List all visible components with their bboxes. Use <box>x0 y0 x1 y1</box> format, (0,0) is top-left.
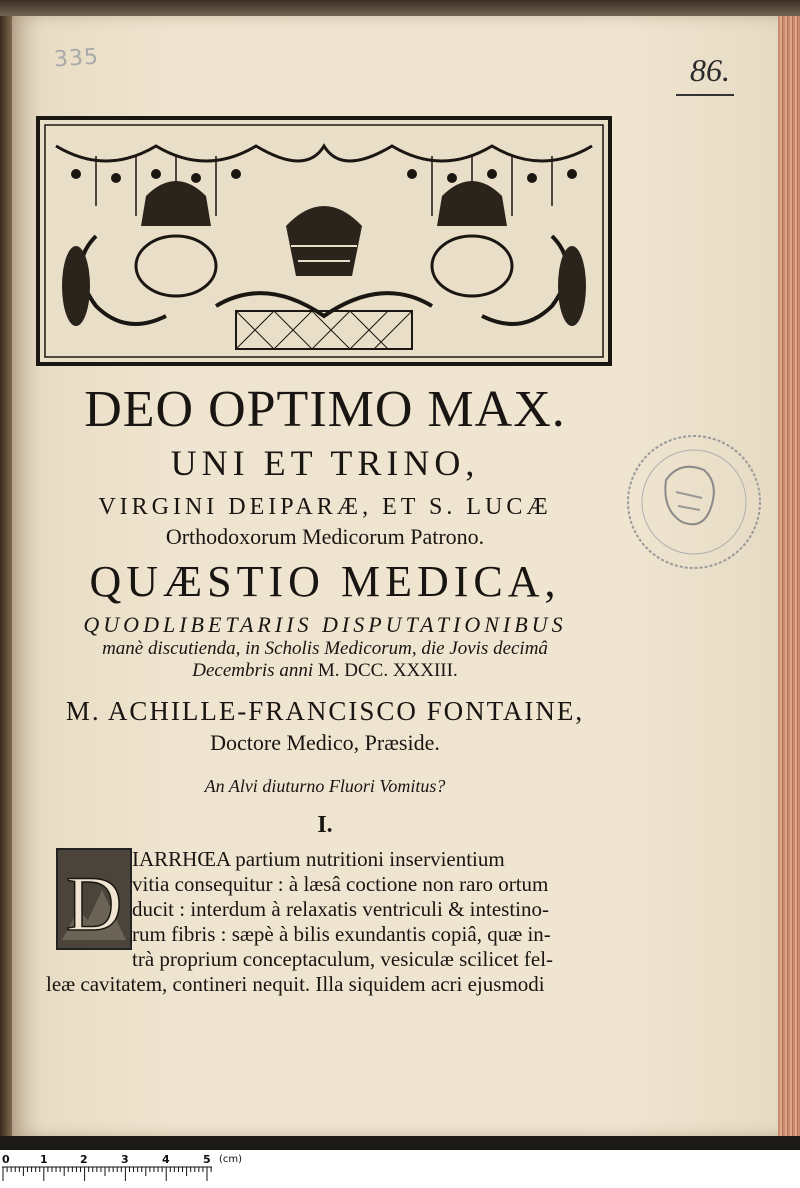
section-number: I. <box>317 812 333 838</box>
ruler-label-1: 1 <box>40 1153 48 1166</box>
dedication-virgin: VIRGINI DEIPARÆ, ET S. LUCÆ <box>98 494 552 520</box>
disputation-details: manè discutienda, in Scholis Medicorum, die Jovis decimâ <box>102 638 548 659</box>
body-line: IARRHŒA partium nutritioni inservientium <box>132 847 505 871</box>
decorated-initial <box>56 848 132 950</box>
ornamental-headpiece <box>36 116 612 366</box>
library-stamp <box>620 410 762 600</box>
praeses-name: M. ACHILLE-FRANCISCO FONTAINE, <box>65 696 585 726</box>
praeses-title: Doctore Medico, Præside. <box>210 730 440 755</box>
pencil-page-number: 335 <box>53 44 100 73</box>
ruler-label-0: 0 <box>2 1153 10 1166</box>
date-month: Decembris anni <box>192 660 314 681</box>
ink-folio-number: 86. <box>690 52 730 88</box>
measurement-ruler <box>0 1150 800 1188</box>
body-line: ducit : interdum à relaxatis ventriculi & intestino- <box>132 897 549 921</box>
quaestio-heading: QUÆSTIO MEDICA, <box>89 557 561 606</box>
ruler-label-3: 3 <box>121 1153 129 1166</box>
ruler-label-4: 4 <box>162 1153 170 1166</box>
dedication-patron: Orthodoxorum Medicorum Patrono. <box>165 524 485 549</box>
body-line: leæ cavitatem, contineri nequit. Illa siquidem acri ejusmodi <box>46 972 545 996</box>
ruler-ticks <box>2 1166 214 1186</box>
dedication-title: DEO OPTIMO MAX. <box>84 381 566 438</box>
page-edges <box>778 16 800 1136</box>
dedication-trinity: UNI ET TRINO, <box>170 443 480 483</box>
body-line: trà proprium conceptaculum, vesiculæ scilicet fel- <box>132 947 554 971</box>
initial-letter: D <box>65 860 123 947</box>
ruler-label-5: 5 <box>203 1153 211 1166</box>
ink-underline <box>676 94 734 96</box>
disputation-date <box>40 660 610 682</box>
body-line: rum fibris : sæpè à bilis exundantis copiâ, quæ in- <box>132 922 551 946</box>
disputation-heading: QUODLIBETARIIS DISPUTATIONIBUS <box>83 612 567 637</box>
ruler-unit: (cm) <box>219 1154 243 1165</box>
thesis-question: An Alvi diuturno Fluori Vomitus? <box>204 776 446 796</box>
body-line: vitia consequitur : à læsâ coctione non raro ortum <box>132 872 549 896</box>
date-year: M. DCC. XXXIII. <box>317 660 458 681</box>
ruler-label-2: 2 <box>80 1153 88 1166</box>
